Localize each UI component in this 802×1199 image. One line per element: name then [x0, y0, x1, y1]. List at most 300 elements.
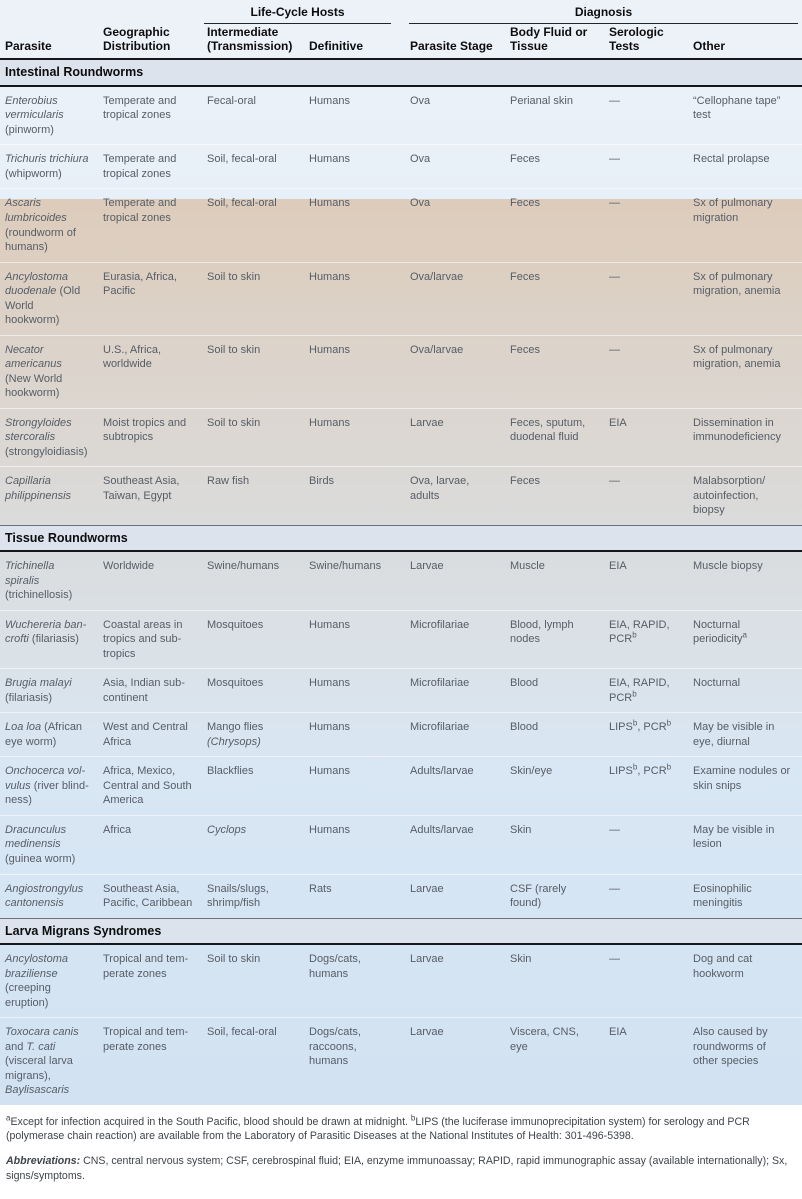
cell-serologic — [604, 86, 688, 145]
text-segment: Larvae — [410, 953, 444, 966]
cell-serologic — [604, 1018, 688, 1105]
cell-definitive — [304, 408, 405, 467]
cell-stage — [405, 1018, 505, 1105]
cell-stage — [405, 757, 505, 816]
text-segment: Angiostrongylus cantonensis — [5, 882, 84, 910]
cell-geo — [98, 551, 202, 610]
text-segment: Africa, Mexico, Central and South America — [103, 765, 192, 807]
cell-other — [688, 610, 802, 669]
cell-fluid — [505, 551, 604, 610]
text-segment: Eosinophilic meningitis — [693, 882, 752, 910]
cell-serologic — [604, 669, 688, 713]
text-segment: Feces — [510, 270, 540, 283]
text-segment: Swine/humans — [207, 560, 280, 573]
cell-definitive — [304, 757, 405, 816]
cell-other — [688, 669, 802, 713]
cell-fluid — [505, 1018, 604, 1105]
cell-intermediate — [202, 408, 304, 467]
text-segment: Mosquitoes — [207, 677, 264, 690]
table-row — [0, 189, 802, 262]
text-segment: Sx of pulmonary migration — [693, 197, 773, 224]
text-segment: Dogs/cats, raccoons, humans — [309, 1026, 361, 1068]
cell-intermediate — [202, 713, 304, 757]
cell-stage — [405, 145, 505, 189]
text-segment: Baylisascaris — [5, 1084, 70, 1097]
text-segment: EIA — [609, 1026, 627, 1039]
text-segment: — — [609, 153, 620, 166]
cell-serologic — [604, 713, 688, 757]
cell-other — [688, 815, 802, 874]
text-segment: (filariasis) — [28, 633, 79, 646]
table-row — [0, 335, 802, 408]
cell-other — [688, 551, 802, 610]
text-segment: a — [6, 1113, 11, 1123]
footnote-area — [0, 1105, 802, 1199]
cell-fluid — [505, 262, 604, 335]
cell-serologic — [604, 145, 688, 189]
text-segment: T. cati — [26, 1040, 56, 1053]
text-segment: Dissemination in immunodeficiency — [693, 416, 782, 444]
text-segment: Trichinella spiralis — [5, 560, 55, 587]
text-segment: (guinea worm) — [5, 852, 76, 865]
text-segment: Dogs/cats, humans — [309, 953, 361, 980]
column-header-geographic-distribution: Geographic Distribution — [98, 24, 202, 60]
text-segment: (African eye worm) — [5, 721, 83, 748]
text-segment: a — [742, 630, 747, 640]
text-segment: EIA, RAPID, PCR — [609, 677, 670, 704]
table-row — [0, 874, 802, 918]
cell-intermediate — [202, 944, 304, 1018]
text-segment: Onchocerca volvulus — [5, 765, 86, 792]
text-segment: Loa loa — [5, 721, 42, 734]
cell-intermediate — [202, 669, 304, 713]
text-segment: May be visible in lesion — [693, 823, 775, 851]
table-row — [0, 408, 802, 467]
text-segment: — — [609, 94, 620, 107]
group-header-life-cycle-hosts — [202, 0, 405, 24]
cell-geo — [98, 86, 202, 145]
text-segment: Muscle biopsy — [693, 560, 763, 573]
cell-stage — [405, 86, 505, 145]
text-segment: Nocturnal periodicity — [693, 618, 743, 646]
text-segment: Capillaria philippinensis — [5, 475, 72, 502]
column-header-other: Other — [688, 24, 802, 60]
text-segment: Swine/humans — [309, 560, 382, 573]
cell-intermediate — [202, 262, 304, 335]
cell-serologic — [604, 757, 688, 816]
cell-other — [688, 874, 802, 918]
text-segment: Asia, Indian subcontinent — [103, 677, 185, 704]
text-segment: Larvae — [410, 882, 444, 895]
text-segment: (river blindness) — [5, 779, 89, 807]
cell-intermediate — [202, 86, 304, 145]
cell-definitive — [304, 874, 405, 918]
cell-stage — [405, 944, 505, 1018]
text-segment: Worldwide — [103, 560, 155, 573]
table-row — [0, 815, 802, 874]
text-segment: b — [632, 718, 638, 728]
text-segment: Larvae — [410, 416, 444, 429]
text-segment: Soil to skin — [207, 343, 261, 356]
text-segment: Microfilariae — [410, 618, 470, 631]
cell-serologic — [604, 610, 688, 669]
text-segment: Malabsorption/ autoinfection, biopsy — [693, 475, 766, 517]
text-segment: Blood — [510, 721, 539, 734]
cell-other — [688, 262, 802, 335]
text-segment: Fecal-oral — [207, 94, 256, 107]
section-header-row — [0, 918, 802, 944]
text-segment: U.S., Africa, worldwide — [103, 343, 162, 371]
cell-intermediate — [202, 189, 304, 262]
column-header-intermediate: Intermediate (Transmission) — [202, 24, 304, 60]
text-segment: EIA — [609, 560, 627, 573]
cell-other — [688, 335, 802, 408]
cell-parasite — [0, 335, 98, 408]
cell-stage — [405, 874, 505, 918]
cell-geo — [98, 610, 202, 669]
text-segment: , PCR — [637, 765, 667, 778]
table-row — [0, 669, 802, 713]
text-segment: Africa — [103, 823, 132, 836]
cell-definitive — [304, 713, 405, 757]
cell-parasite — [0, 467, 98, 526]
cell-geo — [98, 467, 202, 526]
text-segment: — — [609, 882, 620, 895]
text-segment: b — [410, 1113, 416, 1123]
cell-definitive — [304, 467, 405, 526]
column-header-row — [0, 24, 802, 60]
text-segment: Southeast Asia, Taiwan, Egypt — [103, 475, 180, 502]
cell-geo — [98, 262, 202, 335]
text-segment: LIPS (the luciferase immunoprecipitation system) for serology and PCR (polymerase chain reaction) are available from the Laboratory of Parasitic Diseases at the National Institutes of Health: 301-496-5398. — [6, 1115, 750, 1143]
text-segment: and — [5, 1040, 27, 1053]
text-segment: b — [632, 630, 637, 640]
text-segment: Tropical and temperate zones — [103, 1026, 189, 1053]
table-row — [0, 262, 802, 335]
cell-definitive — [304, 262, 405, 335]
text-segment: (roundworm of humans) — [5, 226, 76, 254]
cell-definitive — [304, 86, 405, 145]
cell-definitive — [304, 335, 405, 408]
text-segment: Ancylostoma braziliense — [5, 953, 68, 980]
text-segment: (Old World hookworm) — [5, 285, 81, 327]
text-segment: Ova — [410, 94, 431, 107]
text-segment: Temperate and tropical zones — [103, 197, 177, 224]
text-segment: Temperate and tropical zones — [103, 94, 177, 122]
text-segment: — — [609, 823, 620, 836]
text-segment: Ova/larvae — [410, 343, 464, 356]
cell-serologic — [604, 551, 688, 610]
text-segment: Skin/eye — [510, 765, 553, 778]
text-segment: Soil, fecal-oral — [207, 153, 277, 166]
text-segment: Feces — [510, 197, 540, 210]
table-body — [0, 59, 802, 1104]
text-segment: Mosquitoes — [207, 618, 264, 631]
section-title: Larva Migrans Syndromes — [0, 918, 802, 944]
cell-parasite — [0, 551, 98, 610]
cell-parasite — [0, 757, 98, 816]
text-segment: (pinworm) — [5, 123, 54, 136]
cell-serologic — [604, 944, 688, 1018]
text-segment: Humans — [309, 153, 350, 166]
cell-intermediate — [202, 874, 304, 918]
group-label: Diagnosis — [409, 6, 798, 24]
table-header — [0, 0, 802, 59]
footnote-notes — [6, 1115, 794, 1144]
cell-intermediate — [202, 815, 304, 874]
text-segment: Tropical and temperate zones — [103, 953, 189, 980]
cell-stage — [405, 551, 505, 610]
text-segment: Microfilariae — [410, 677, 470, 690]
text-segment: LIPS — [609, 765, 633, 778]
text-segment: Rats — [309, 882, 332, 895]
group-header-row — [0, 0, 802, 24]
text-segment: EIA, RAPID, PCR — [609, 618, 670, 646]
text-segment: Feces — [510, 475, 540, 488]
text-segment: Blood — [510, 677, 539, 690]
cell-parasite — [0, 669, 98, 713]
cell-definitive — [304, 815, 405, 874]
table-row — [0, 86, 802, 145]
cell-fluid — [505, 669, 604, 713]
text-segment: Brugia malayi — [5, 677, 72, 690]
cell-serologic — [604, 467, 688, 526]
cell-other — [688, 408, 802, 467]
cell-stage — [405, 262, 505, 335]
text-segment: Sx of pulmonary migration, anemia — [693, 343, 781, 371]
table-row — [0, 713, 802, 757]
text-segment: Raw fish — [207, 475, 250, 488]
cell-definitive — [304, 145, 405, 189]
text-segment: Eurasia, Africa, Pacific — [103, 270, 177, 298]
text-segment: — — [609, 953, 620, 966]
text-segment: Humans — [309, 618, 350, 631]
column-header-parasite: Parasite — [0, 24, 98, 60]
text-segment: Feces — [510, 153, 540, 166]
text-segment: (filariasis) — [5, 691, 53, 704]
text-segment: Blackflies — [207, 765, 254, 778]
text-segment: CNS, central nervous system; CSF, cerebrospinal fluid; EIA, enzyme immunoassay; RAPID, rapid immunographic assay (available internationally); Sx, signs/symptoms. — [6, 1154, 788, 1182]
footnote-abbreviations — [6, 1154, 794, 1183]
cell-parasite — [0, 408, 98, 467]
cell-geo — [98, 189, 202, 262]
text-segment: , PCR — [637, 721, 667, 734]
cell-stage — [405, 335, 505, 408]
text-segment: (visceral larva migrans), — [5, 1055, 73, 1082]
cell-stage — [405, 189, 505, 262]
cell-definitive — [304, 944, 405, 1018]
text-segment: (New World hookworm) — [5, 372, 63, 400]
cell-other — [688, 86, 802, 145]
column-header-parasite-stage: Parasite Stage — [405, 24, 505, 60]
text-segment: Examine nodules or skin snips — [693, 765, 791, 792]
text-segment: Mango flies — [207, 721, 264, 734]
cell-serologic — [604, 335, 688, 408]
cell-fluid — [505, 610, 604, 669]
text-segment: Soil to skin — [207, 270, 261, 283]
cell-serologic — [604, 815, 688, 874]
text-segment: Microfilariae — [410, 721, 470, 734]
cell-intermediate — [202, 467, 304, 526]
text-segment: Nocturnal — [693, 677, 741, 690]
text-segment: Necator americanus — [5, 343, 62, 371]
cell-geo — [98, 1018, 202, 1105]
text-segment: Humans — [309, 765, 350, 778]
text-segment: LIPS — [609, 721, 633, 734]
cell-stage — [405, 467, 505, 526]
section-title: Tissue Roundworms — [0, 525, 802, 551]
text-segment: — — [609, 270, 620, 283]
cell-definitive — [304, 551, 405, 610]
text-segment: Ova, larvae, adults — [410, 475, 470, 502]
text-segment: Soil, fecal-oral — [207, 1026, 277, 1039]
text-segment: Larvae — [410, 560, 444, 573]
table-row — [0, 1018, 802, 1105]
table-row — [0, 467, 802, 526]
cell-other — [688, 189, 802, 262]
text-segment: (creeping eruption) — [5, 982, 51, 1009]
text-segment: Also caused by roundworms of other species — [693, 1026, 768, 1068]
cell-intermediate — [202, 145, 304, 189]
text-segment: Strongyloides stercoralis — [5, 416, 72, 444]
text-segment: (whipworm) — [5, 167, 62, 180]
text-segment: West and Central Africa — [103, 721, 188, 748]
text-segment: Humans — [309, 416, 350, 429]
cell-geo — [98, 335, 202, 408]
section-header-row — [0, 59, 802, 86]
text-segment: Rectal prolapse — [693, 153, 770, 166]
text-segment: — — [609, 475, 620, 488]
text-segment: Moist tropics and subtropics — [103, 416, 187, 444]
text-segment: Temperate and tropical zones — [103, 153, 177, 180]
cell-serologic — [604, 874, 688, 918]
column-header-definitive: Definitive — [304, 24, 405, 60]
text-segment: Enterobius vermicularis — [5, 94, 64, 122]
text-segment: — — [609, 343, 620, 356]
group-label: Life-Cycle Hosts — [204, 6, 391, 24]
cell-fluid — [505, 145, 604, 189]
text-segment: Dog and cat hookworm — [693, 953, 753, 980]
text-segment: Ancylostoma duodenale — [5, 270, 68, 298]
cell-fluid — [505, 757, 604, 816]
text-segment: Humans — [309, 197, 350, 210]
cell-intermediate — [202, 757, 304, 816]
cell-fluid — [505, 467, 604, 526]
cell-fluid — [505, 335, 604, 408]
cell-fluid — [505, 874, 604, 918]
text-segment: (strongyloidiasis) — [5, 445, 88, 458]
text-segment: Feces — [510, 343, 540, 356]
text-segment: Larvae — [410, 1026, 444, 1039]
cell-stage — [405, 669, 505, 713]
table-row — [0, 551, 802, 610]
text-segment: Humans — [309, 343, 350, 356]
text-segment: Birds — [309, 475, 335, 488]
cell-definitive — [304, 1018, 405, 1105]
section-title: Intestinal Roundworms — [0, 59, 802, 86]
cell-definitive — [304, 669, 405, 713]
table-row — [0, 610, 802, 669]
cell-other — [688, 1018, 802, 1105]
cell-parasite — [0, 145, 98, 189]
text-segment: Soil, fecal-oral — [207, 197, 277, 210]
text-segment: Abbreviations: — [6, 1154, 81, 1167]
text-segment: “Cellophane tape” test — [693, 94, 781, 122]
cell-geo — [98, 408, 202, 467]
text-segment: Trichuris trichiura — [5, 153, 89, 166]
text-segment: b — [632, 689, 637, 699]
text-segment: Wuchereria bancrofti — [5, 618, 87, 646]
cell-intermediate — [202, 335, 304, 408]
cell-parasite — [0, 86, 98, 145]
table-row — [0, 145, 802, 189]
text-segment: Skin — [510, 823, 532, 836]
cell-parasite — [0, 944, 98, 1018]
cell-geo — [98, 757, 202, 816]
cell-other — [688, 713, 802, 757]
text-segment: Ascaris lumbricoides — [5, 197, 67, 224]
cell-parasite — [0, 262, 98, 335]
text-segment: Muscle — [510, 560, 545, 573]
text-segment: Except for infection acquired in the South Pacific, blood should be drawn at midnight. — [10, 1115, 411, 1128]
cell-other — [688, 757, 802, 816]
text-segment: Feces, sputum, duodenal fluid — [510, 416, 586, 444]
table-row — [0, 944, 802, 1018]
text-segment: — — [609, 197, 620, 210]
cell-fluid — [505, 713, 604, 757]
cell-serologic — [604, 262, 688, 335]
cell-other — [688, 944, 802, 1018]
text-segment: Humans — [309, 677, 350, 690]
cell-fluid — [505, 944, 604, 1018]
text-segment: Humans — [309, 270, 350, 283]
text-segment: Adults/larvae — [410, 765, 474, 778]
group-header-diagnosis — [405, 0, 802, 24]
cell-other — [688, 145, 802, 189]
cell-intermediate — [202, 551, 304, 610]
cell-parasite — [0, 1018, 98, 1105]
cell-serologic — [604, 408, 688, 467]
text-segment: Humans — [309, 721, 350, 734]
text-segment: Perianal skin — [510, 94, 573, 107]
column-header-serologic-tests: Serologic Tests — [604, 24, 688, 60]
cell-parasite — [0, 713, 98, 757]
cell-geo — [98, 713, 202, 757]
cell-stage — [405, 815, 505, 874]
cell-serologic — [604, 189, 688, 262]
cell-parasite — [0, 815, 98, 874]
text-segment: Adults/larvae — [410, 823, 474, 836]
text-segment: Dracunculus medinensis — [5, 823, 67, 851]
cell-parasite — [0, 874, 98, 918]
text-segment: Southeast Asia, Pacific, Caribbean — [103, 882, 193, 910]
text-segment: Humans — [309, 823, 350, 836]
column-header-body-fluid-or-tissue: Body Fluid or Tissue — [505, 24, 604, 60]
group-spacer — [0, 0, 98, 24]
cell-parasite — [0, 189, 98, 262]
text-segment: May be visible in eye, diurnal — [693, 721, 775, 748]
text-segment: (Chrysops) — [207, 735, 261, 748]
cell-geo — [98, 874, 202, 918]
cell-definitive — [304, 610, 405, 669]
text-segment: Soil to skin — [207, 416, 261, 429]
text-segment: b — [666, 718, 672, 728]
cell-fluid — [505, 86, 604, 145]
text-segment: Ova — [410, 153, 431, 166]
text-segment: Soil to skin — [207, 953, 261, 966]
cell-stage — [405, 610, 505, 669]
cell-other — [688, 467, 802, 526]
